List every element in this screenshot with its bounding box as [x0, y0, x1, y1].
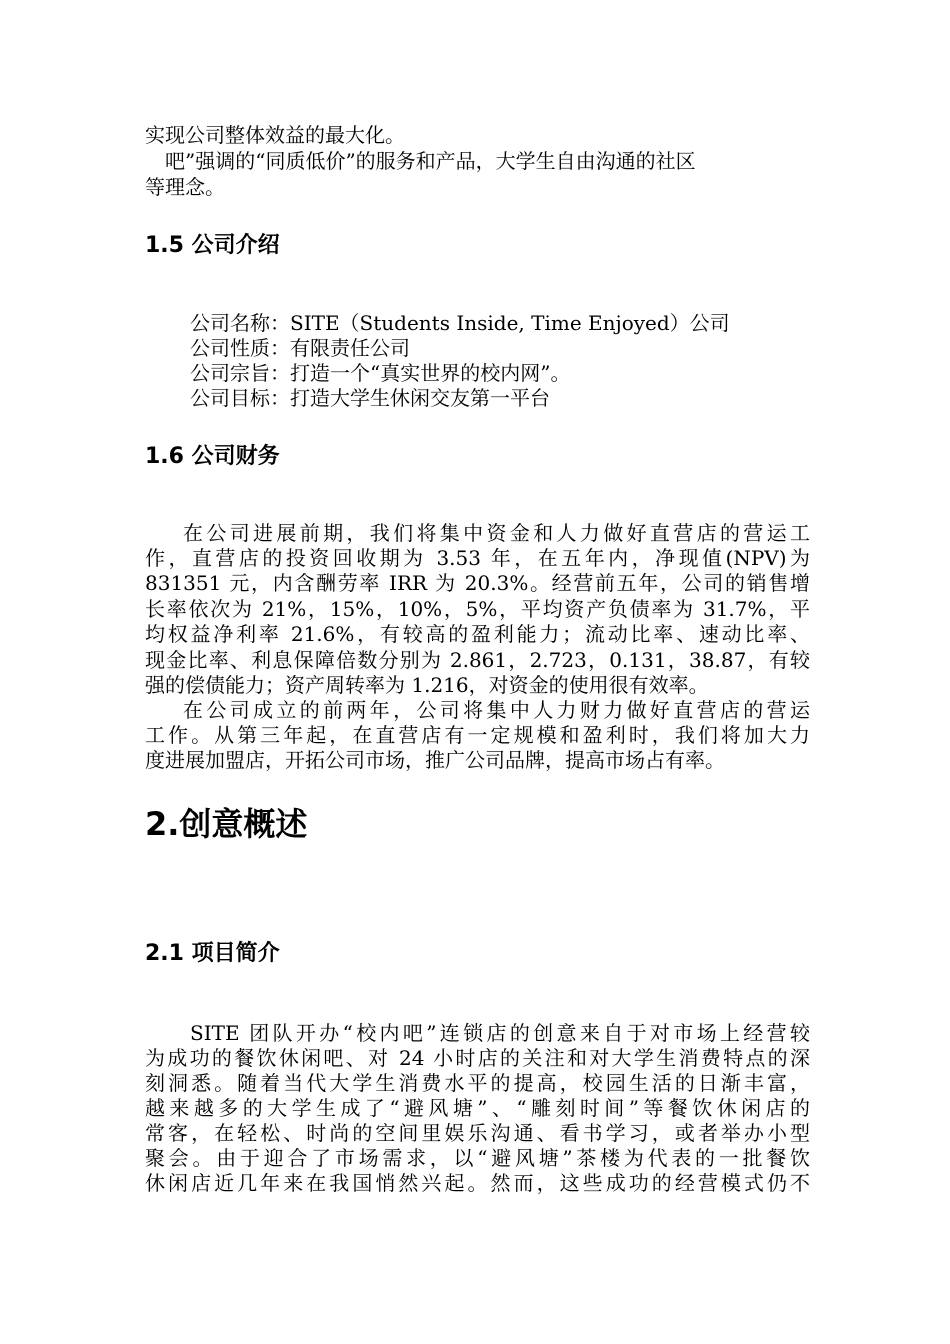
finance-paragraph-line: 831351 元，内含酬劳率 IRR 为 20.3%。经营前五年，公司的销售增	[145, 571, 810, 595]
project-paragraph-line: SITE 团队开办“校内吧”连锁店的创意来自于对市场上经营较	[190, 1021, 810, 1045]
company-mission-line: 公司宗旨：打造一个“真实世界的校内网”。	[190, 361, 571, 385]
finance-paragraph-line: 工作。从第三年起，在直营店有一定规模和盈利时，我们将加大力	[145, 723, 810, 747]
finance-paragraph-line: 长率依次为 21%，15%，10%，5%，平均资产负债率为 31.7%，平	[145, 597, 810, 621]
project-paragraph-line: 聚会。由于迎合了市场需求，以“避风塘”茶楼为代表的一批餐饮	[145, 1146, 810, 1170]
company-type-line: 公司性质：有限责任公司	[190, 336, 410, 360]
finance-paragraph-line: 作，直营店的投资回收期为 3.53 年，在五年内，净现值(NPV)为	[145, 546, 810, 570]
company-goal-line: 公司目标：打造大学生休闲交友第一平台	[190, 386, 550, 410]
finance-paragraph-line: 现金比率、利息保障倍数分别为 2.861，2.723，0.131，38.87，有较	[145, 648, 810, 672]
chapter-heading-2: 2.创意概述	[145, 805, 308, 843]
section-heading-1-5: 1.5 公司介绍	[145, 233, 280, 258]
project-paragraph-line: 刻洞悉。随着当代大学生消费水平的提高，校园生活的日渐丰富，	[145, 1071, 810, 1095]
intro-line: 等理念。	[145, 175, 225, 199]
finance-paragraph-line: 在公司进展前期，我们将集中资金和人力做好直营店的营运工	[183, 521, 810, 545]
section-heading-2-1: 2.1 项目简介	[145, 941, 280, 966]
finance-paragraph-line: 度进展加盟店，开拓公司市场，推广公司品牌，提高市场占有率。	[145, 748, 725, 772]
project-paragraph-line: 常客，在轻松、时尚的空间里娱乐沟通、看书学习，或者举办小型	[145, 1121, 810, 1145]
project-paragraph-line: 越来越多的大学生成了“避风塘”、“雕刻时间”等餐饮休闲店的	[145, 1096, 810, 1120]
company-name-line: 公司名称：SITE（Students Inside, Time Enjoyed）公司	[190, 311, 730, 335]
intro-line: 实现公司整体效益的最大化。	[145, 123, 405, 147]
section-heading-1-6: 1.6 公司财务	[145, 444, 280, 469]
finance-paragraph-line: 在公司成立的前两年，公司将集中人力财力做好直营店的营运	[183, 698, 810, 722]
project-paragraph-line: 为成功的餐饮休闲吧、对 24 小时店的关注和对大学生消费特点的深	[145, 1046, 810, 1070]
finance-paragraph-line: 均权益净利率 21.6%，有较高的盈利能力；流动比率、速动比率、	[145, 622, 810, 646]
project-paragraph-line: 休闲店近几年来在我国悄然兴起。然而，这些成功的经营模式仍不	[145, 1171, 810, 1195]
finance-paragraph-line: 强的偿债能力；资产周转率为 1.216，对资金的使用很有效率。	[145, 673, 709, 697]
intro-line: 吧”强调的“同质低价”的服务和产品，大学生自由沟通的社区	[145, 149, 696, 173]
